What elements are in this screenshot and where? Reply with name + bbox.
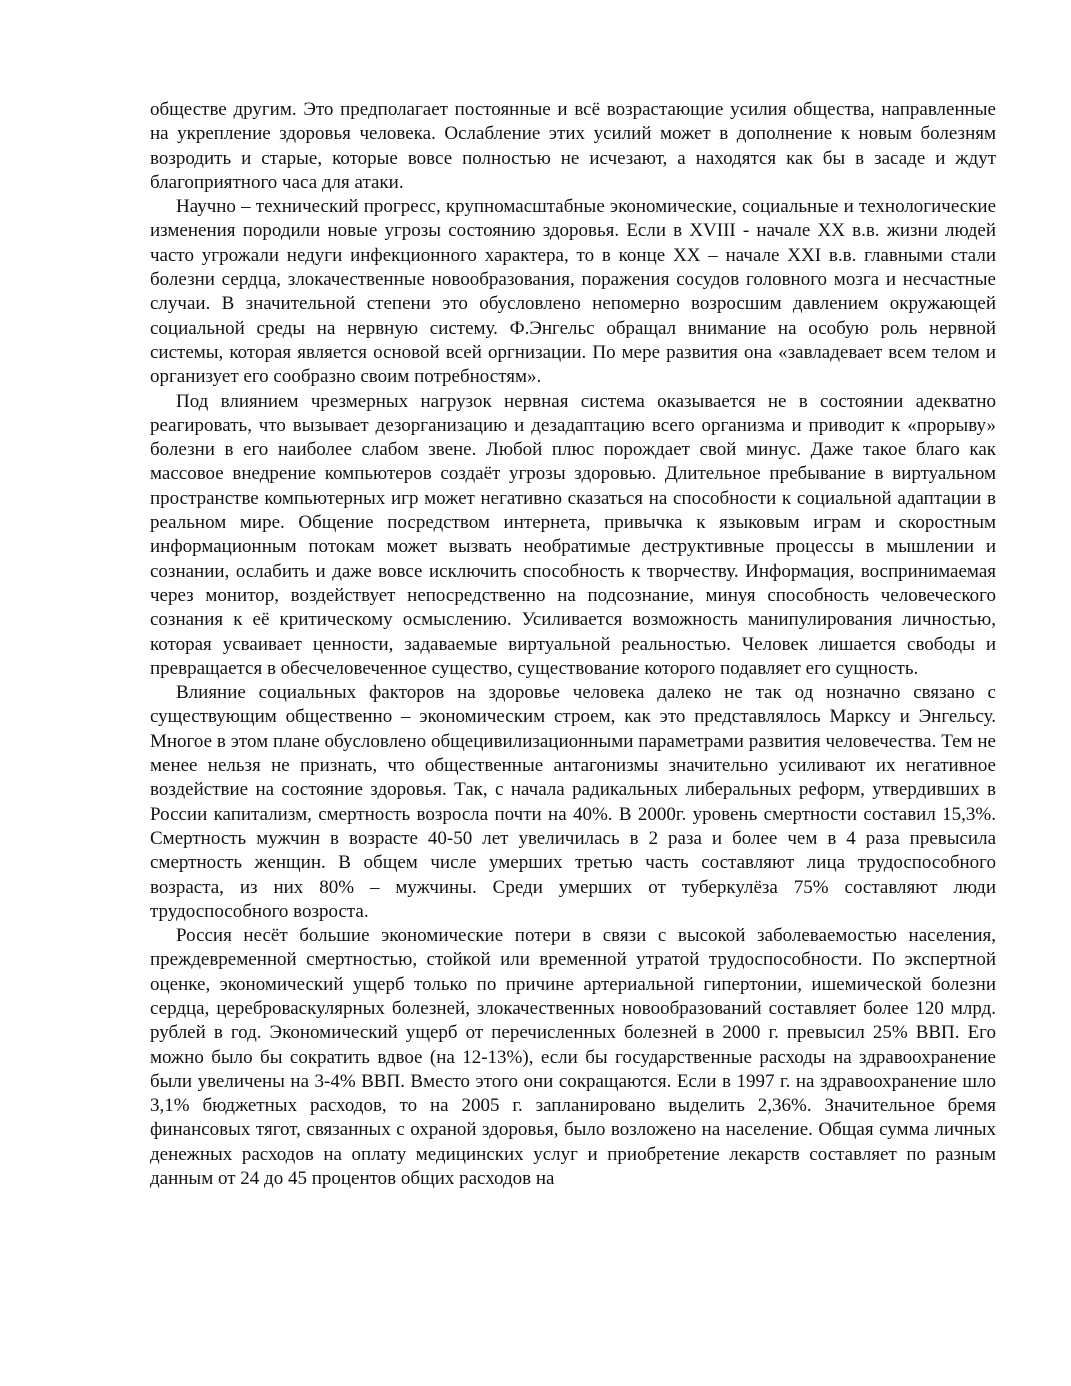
document-page: [150, 98, 996, 1191]
paragraph-social-factors: Влияние социальных факторов на здоровье человека далеко не так од нозначно связано с существующим общественно – экономическим строем, как это представлялось Марксу и Энгельсу. Многое в этом плане обусловлено общецивилизационными параметрами развития человечества. Тем не менее нельзя не признать, что общественные антагонизмы значительно усиливают их негативное воздействие на состояние здоровья. Так, с начала радикальных либеральных реформ, утвердивших в России капитализм, смертность возросла почти на 40%. В 2000г. уровень смертности составил 15,3%. Смертность мужчин в возрасте 40-50 лет увеличилась в 2 раза и более чем в 4 раза превысила смертность женщин. В общем числе умерших третью часть составляют лица трудоспособного возраста, из них 80% – мужчины. Среди умерших от туберкулёза 75% составляют люди трудоспособного возроста.: [150, 682, 996, 922]
paragraph-continuation: обществе другим. Это предполагает постоянные и всё возрастающие усилия общества, направленные на укрепление здоровья человека. Ослабление этих усилий может в дополнение к новым болезням возродить и старые, которые вовсе полностью не исчезают, а находятся как бы в засаде и ждут благоприятного часа для атаки.: [150, 99, 996, 193]
paragraph-nervous-system: Под влиянием чрезмерных нагрузок нервная система оказывается не в состоянии адекватно реагировать, что вызывает дезорганизацию и дезадаптацию всего организма и приводит к «прорыву» болезни в его наиболее слабом звене. Любой плюс порождает свой минус. Даже такое благо как массовое внедрение компьютеров создаёт угрозы здоровью. Длительное пребывание в виртуальном пространстве компьютерных игр может негативно сказаться на способности к социальной адаптации в реальном мире. Общение посредством интернета, привычка к языковым играм и скоростным информационным потокам может вызвать необратимые деструктивные процессы в мышлении и сознании, ослабить и даже вовсе исключить способность к творчеству. Информация, воспринимаемая через монитор, воздействует непосредственно на подсознание, минуя способность человеческого сознания к её критическому осмыслению. Усиливается возможность манипулирования личностью, которая усваивает ценности, задаваемые виртуальной реальностью. Человек лишается свободы и превращается в обесчеловеченное существо, существование которого подавляет его сущность.: [150, 390, 996, 679]
paragraph-economic-losses: Россия несёт большие экономические потери в связи с высокой заболеваемостью населения, преждевременной смертностью, стойкой или временной утратой трудоспособности. По экспертной оценке, экономический ущерб только по причине артериальной гипертонии, ишемической болезни сердца, цереброваскулярных болезней, злокачественных новообразований составляет более 120 млрд. рублей в год. Экономический ущерб от перечисленных болезней в 2000 г. превысил 25% ВВП. Его можно было бы сократить вдвое (на 12-13%), если бы государственные расходы на здравоохранение были увеличены на 3-4% ВВП. Вместо этого они сокращаются. Если в 1997 г. на здравоохранение шло 3,1% бюджетных расходов, то на 2005 г. запланировано выделить 2,36%. Значительное бремя финансовых тягот, связанных с охраной здоровья, было возложено на население. Общая сумма личных денежных расходов на оплату медицинских услуг и приобретение лекарств составляет по разным данным от 24 до 45 процентов общих расходов на: [150, 925, 996, 1190]
paragraph-scientific-progress: Научно – технический прогресс, крупномасштабные экономические, социальные и технологические изменения породили новые угрозы состоянию здоровья. Если в XVIII - начале XX в.в. жизни людей часто угрожали недуги инфекционного характера, то в конце XX – начале XXI в.в. главными стали болезни сердца, злокачественные новообразования, поражения сосудов головного мозга и несчастные случаи. В значительной степени это обусловлено непомерно возросшим давлением окружающей социальной среды на нервную систему. Ф.Энгельс обращал внимание на особую роль нервной системы, которая является основой всей оргнизации. По мере развития она «завладевает всем телом и организует его сообразно своим потребностям».: [150, 196, 996, 388]
